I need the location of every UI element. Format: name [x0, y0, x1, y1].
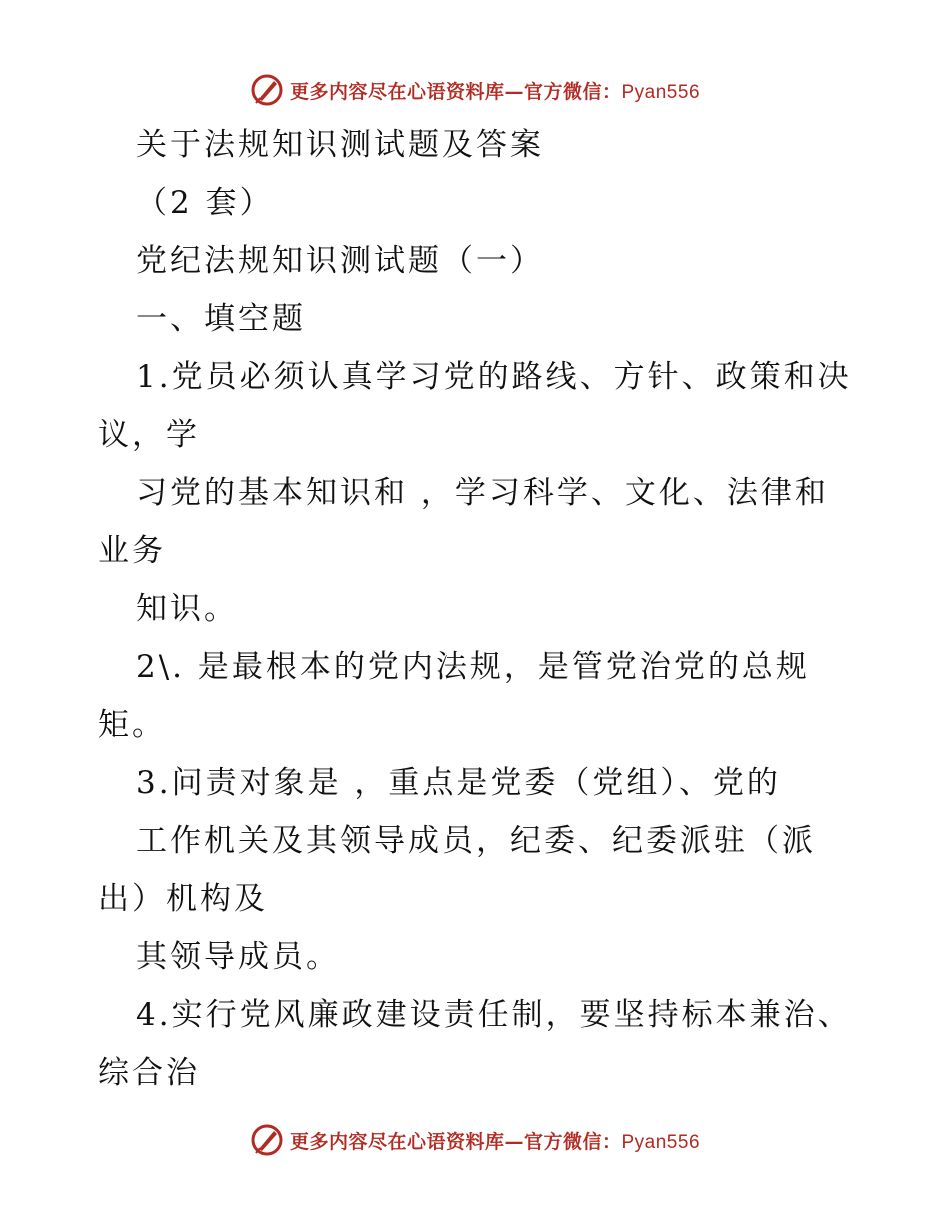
text-line: 出）机构及	[98, 881, 268, 917]
text-line: 1.党员必须认真学习党的路线、方针、政策和决	[136, 359, 852, 395]
watermark-footer	[0, 1118, 950, 1162]
quill-pen-logo-icon	[250, 73, 284, 107]
text-line: 3.问责对象是 ，重点是党委（党组）、党的	[136, 765, 781, 801]
watermark-text: 更多内容尽在心语资料库—官方微信：Pyan556	[289, 1130, 701, 1153]
text-line: 综合治	[98, 1055, 200, 1091]
document-body	[98, 116, 868, 1102]
text-line: 党纪法规知识测试题（一）	[136, 243, 544, 279]
text-line: 工作机关及其领导成员，纪委、纪委派驻（派	[136, 823, 816, 859]
text-line: 2\. 是最根本的党内法规，是管党治党的总规	[136, 649, 810, 685]
text-line: 关于法规知识测试题及答案	[136, 127, 544, 163]
text-line: 议，学	[98, 417, 200, 453]
watermark-header	[0, 68, 950, 112]
quill-pen-logo-icon	[250, 1123, 284, 1157]
text-line: 4.实行党风廉政建设责任制，要坚持标本兼治、	[136, 997, 852, 1033]
watermark-text: 更多内容尽在心语资料库—官方微信：Pyan556	[289, 80, 701, 103]
text-line: （2 套）	[136, 185, 274, 221]
text-line: 其领导成员。	[136, 939, 340, 975]
text-line: 知识。	[136, 591, 238, 627]
text-line: 矩。	[98, 707, 166, 743]
text-line: 一、填空题	[136, 301, 306, 337]
text-line: 业务	[98, 533, 166, 569]
text-line: 习党的基本知识和 ，学习科学、文化、法律和	[136, 475, 829, 511]
